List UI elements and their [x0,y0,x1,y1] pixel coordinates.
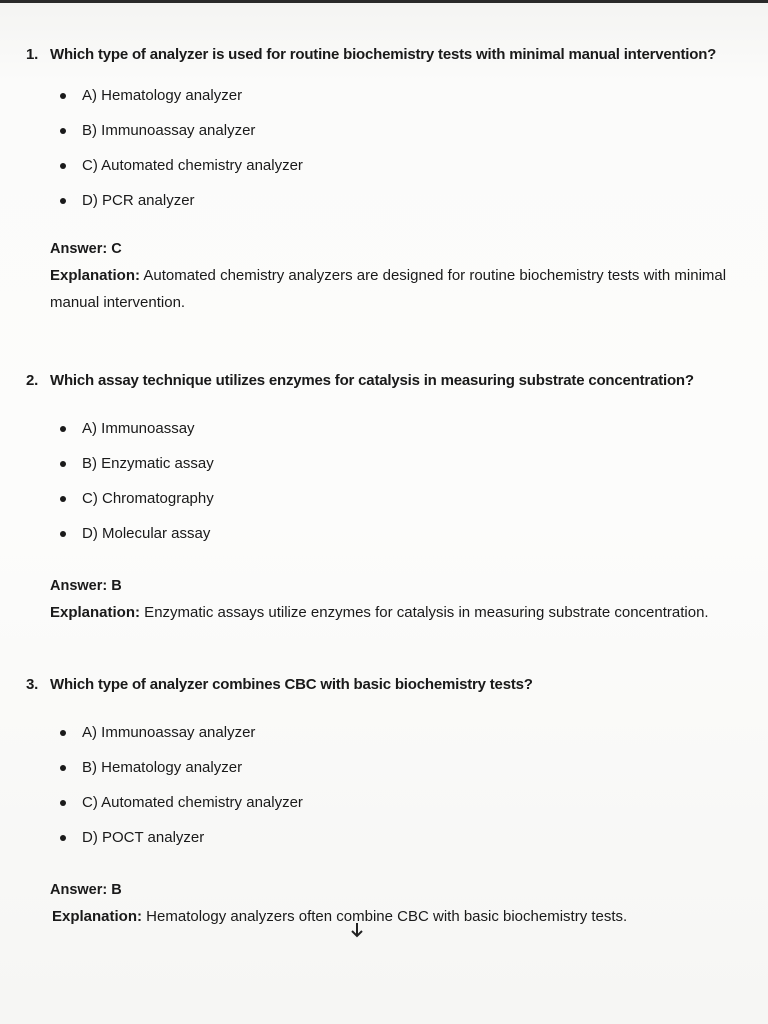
bullet-icon [60,426,66,432]
option-item [60,148,746,183]
option-item [60,750,746,785]
explanation [52,903,742,930]
option-text: B) Enzymatic assay [82,455,214,472]
option-text: D) Molecular assay [82,525,211,542]
option-text: C) Automated chemistry analyzer [82,157,303,174]
question-text: Which type of analyzer is used for routine biochemistry tests with minimal manual intervention? [50,46,717,63]
option-text: A) Immunoassay analyzer [82,724,256,741]
question-title [26,42,746,68]
arrow-down-icon-svg [350,922,364,938]
explanation-text: Automated chemistry analyzers are designed for routine biochemistry tests with minimal manual intervention. [50,267,727,311]
option-item [60,446,746,481]
explanation-text: Hematology analyzers often combine CBC with basic biochemistry tests. [142,908,628,925]
bullet-icon [60,730,66,736]
option-text: D) PCR analyzer [82,192,195,209]
option-text: D) POCT analyzer [82,829,205,846]
arrow-down-icon[interactable] [350,922,364,943]
answer-label: Answer: C [50,241,122,257]
bullet-icon [60,163,66,169]
option-item [60,113,746,148]
question-3 [26,672,746,930]
bullet-icon [60,128,66,134]
option-item [60,820,746,855]
bullet-icon [60,198,66,204]
bullet-icon [60,461,66,467]
explanation [50,599,740,626]
question-title [26,368,746,394]
question-number: 1. [26,46,39,63]
question-number: 3. [26,676,39,693]
option-list [60,715,746,855]
question-1 [26,42,746,316]
explanation [50,262,740,316]
question-number: 2. [26,372,39,389]
option-text: A) Immunoassay [82,420,195,437]
bullet-icon [60,765,66,771]
question-text: Which type of analyzer combines CBC with basic biochemistry tests? [50,676,533,693]
bullet-icon [60,835,66,841]
option-item [60,78,746,113]
answer-label: Answer: B [50,578,122,594]
question-title [26,672,746,698]
top-edge [0,0,768,3]
explanation-label: Explanation: [50,604,141,621]
question-text: Which assay technique utilizes enzymes for catalysis in measuring substrate concentration? [50,372,694,389]
explanation-label: Explanation: [52,908,143,925]
question-2 [26,368,746,626]
option-text: B) Immunoassay analyzer [82,122,256,139]
bullet-icon [60,800,66,806]
answer-label: Answer: B [50,882,122,898]
option-item [60,715,746,750]
option-text: A) Hematology analyzer [82,87,243,104]
option-item [60,411,746,446]
option-text: C) Chromatography [82,490,214,507]
option-list [60,411,746,551]
bullet-icon [60,93,66,99]
bullet-icon [60,531,66,537]
option-list [60,78,746,218]
option-text: C) Automated chemistry analyzer [82,794,303,811]
explanation-text: Enzymatic assays utilize enzymes for catalysis in measuring substrate concentration. [140,604,709,621]
option-item [60,516,746,551]
option-item [60,481,746,516]
option-item [60,183,746,218]
explanation-label: Explanation: [50,267,141,284]
bullet-icon [60,496,66,502]
option-item [60,785,746,820]
option-text: B) Hematology analyzer [82,759,243,776]
